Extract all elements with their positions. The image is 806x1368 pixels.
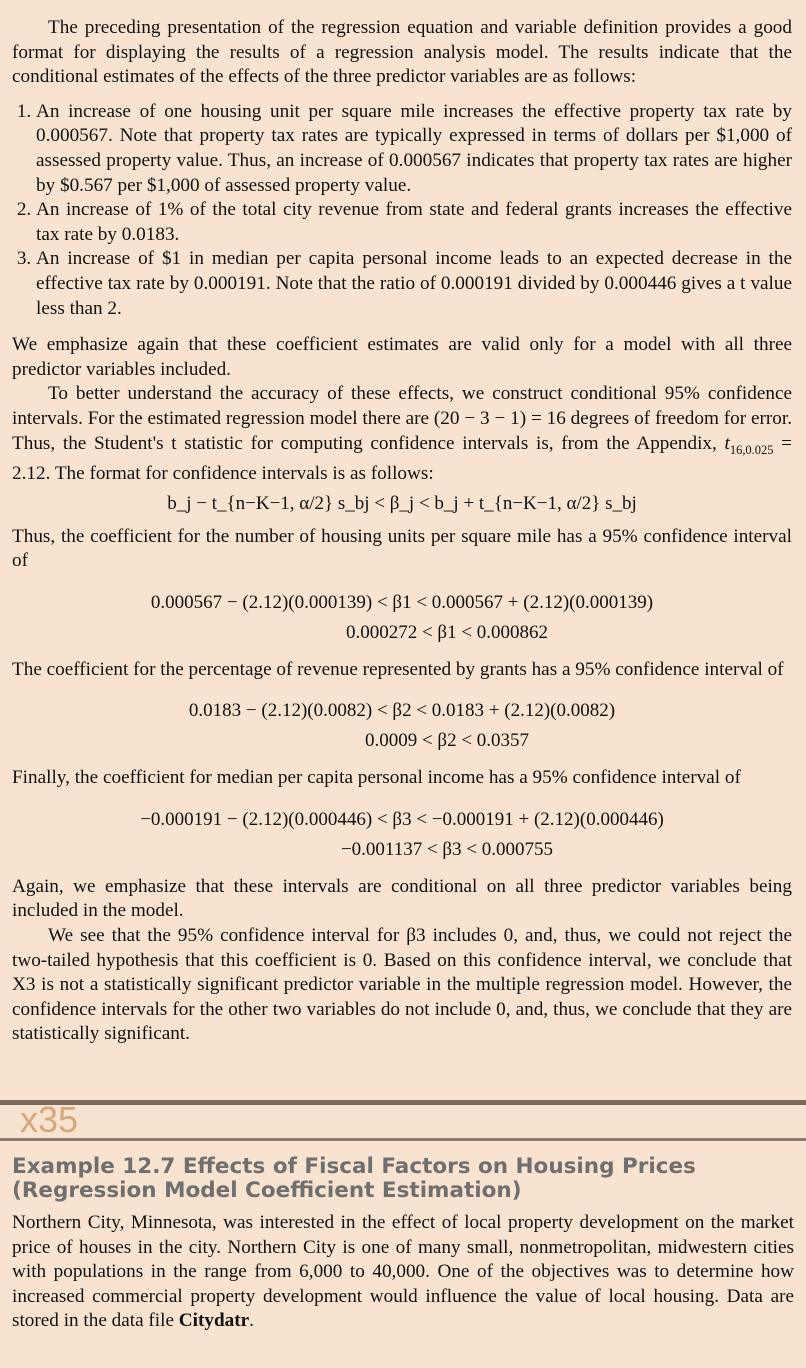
effects-list [12, 100, 792, 321]
conclusion-paragraph: We see that the 95% confidence interval for β3 includes 0, and, thus, we could not reject the two-tailed hypothesis that this coefficient is 0. Based on this confidence interval, we conclude that X3 is not a statistically significant predictor variable in the multiple regression model. However, the confidence intervals for the other two variables do not include 0, and, thus, we conclude that they are statistically significant. [12, 925, 792, 1045]
income-eq-line-1: −0.000191 − (2.12)(0.000446) < β3 < −0.000191 + (2.12)(0.000446) [140, 808, 664, 830]
income-equations [12, 805, 792, 865]
grants-equations [12, 696, 792, 756]
grants-eq-line-1: 0.0183 − (2.12)(0.0082) < β2 < 0.0183 + (2.12)(0.0082) [188, 700, 616, 722]
housing-equations [12, 588, 792, 648]
housing-eq-line-2: 0.000272 < β1 < 0.000862 [345, 621, 549, 643]
ci-intro-paragraph [12, 382, 792, 486]
t-symbol: t [724, 432, 730, 454]
example-section [12, 1155, 794, 1334]
ci-intro-text-2: = 2.12. The format for confidence intervals is as follows: [12, 432, 792, 484]
income-intro: Finally, the coefficient for median per capita personal income has a 95% confidence interval of [12, 767, 741, 789]
housing-eq-line-1: 0.000567 − (2.12)(0.000139) < β1 < 0.000567 + (2.12)(0.000139) [150, 591, 654, 613]
divider-rule-bottom [0, 1138, 806, 1141]
data-file-name: Citydatr [178, 1310, 250, 1332]
grants-eq-line-2: 0.0009 < β2 < 0.0357 [364, 730, 530, 752]
example-body-end: . [249, 1310, 254, 1332]
again-paragraph: Again, we emphasize that these intervals are conditional on all three predictor variables being included in the model. [12, 875, 792, 922]
ci-formula: b_j − t_{n−K−1, α/2} s_bj < β_j < b_j + t_{n−K−1, α/2} s_bj [167, 492, 637, 514]
section-marker: x35 [20, 1099, 79, 1140]
housing-intro: Thus, the coefficient for the number of housing units per square mile has a 95% confidence interval of [12, 525, 792, 572]
effect-item-1: 1. An increase of one housing unit per square mile increases the effective property tax rate by 0.000567. Note that property tax rates are typically expressed in terms of dollars per $1,000 of assessed property value. Thus, an increase of 0.000567 indicates that property tax rates are higher by $0.567 per $1,000 of assessed property value. [36, 100, 792, 198]
effect-item-2: 2. An increase of 1% of the total city revenue from state and federal grants increases the effective tax rate by 0.0183. [36, 198, 792, 247]
emphasis-paragraph: We emphasize again that these coefficient estimates are valid only for a model with all three predictor variables included. [12, 334, 792, 380]
income-eq-line-2: −0.001137 < β3 < 0.000755 [340, 838, 554, 860]
effect-item-3: 3. An increase of $1 in median per capita personal income leads to an expected decrease in the effective tax rate by 0.000191. Note that the ratio of 0.000191 divided by 0.000446 gives a t value less than 2. [36, 247, 792, 321]
intro-paragraph: The preceding presentation of the regression equation and variable definition provides a good format for displaying the results of a regression analysis model. The results indicate that the conditional estimates of the effects of the three predictor variables are as follows: [12, 17, 792, 88]
example-body-text: Northern City, Minnesota, was interested in the effect of local property development on the market price of houses in the city. Northern City is one of many small, nonmetropolitan, midwestern cities with populations in the range from 6,000 to 40,000. One of the objectives was to determine how increased commercial property development would influence the value of local housing. Data are stored in the data file [12, 1212, 794, 1332]
divider-rule-top [0, 1100, 806, 1105]
example-title: Example 12.7 Effects of Fiscal Factors on Housing Prices (Regression Model Coefficient Estimation) [12, 1154, 696, 1203]
ci-intro-text-1: To better understand the accuracy of these effects, we construct conditional 95% confidence intervals. For the estimated regression model there are (20 − 3 − 1) = 16 degrees of freedom for error. Thus, the Student's t statistic for computing confidence intervals is, from the Appendix, [12, 383, 792, 454]
t-subscript: 16,0.025 [729, 442, 774, 457]
section-divider [0, 1100, 806, 1141]
grants-intro: The coefficient for the percentage of revenue represented by grants has a 95% confidence interval of [12, 658, 784, 680]
example-body [12, 1211, 794, 1334]
